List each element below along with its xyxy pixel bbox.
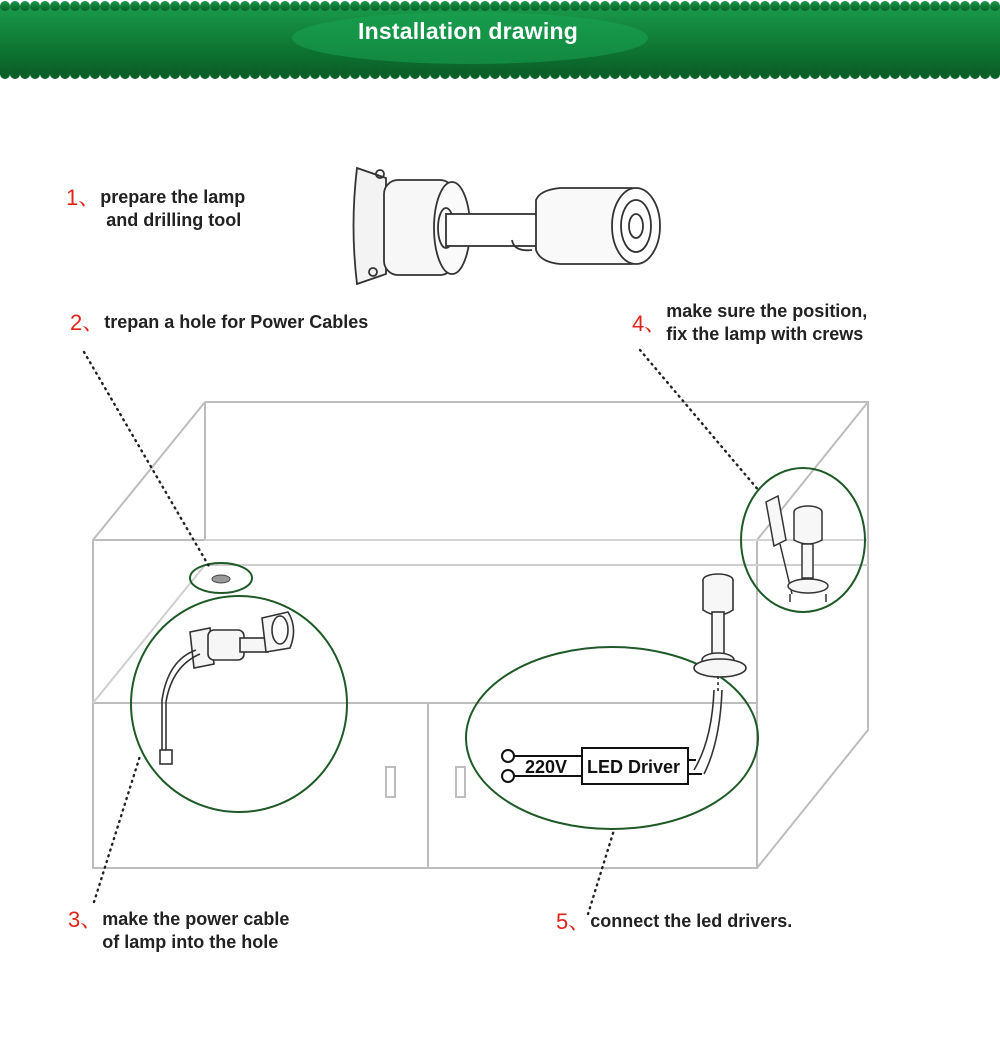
leader-step-5 bbox=[588, 830, 614, 914]
step-1-line1: prepare the lamp bbox=[100, 187, 246, 207]
step-2-line1: trepan a hole for Power Cables bbox=[104, 312, 369, 332]
leader-step-2 bbox=[84, 352, 210, 568]
step-1-line2: and drilling tool bbox=[106, 210, 242, 230]
step-5-number: 5、 bbox=[556, 909, 591, 934]
step-3-line2: of lamp into the hole bbox=[102, 932, 279, 952]
step-4 bbox=[632, 300, 867, 346]
step-1-number: 1、 bbox=[66, 185, 101, 210]
leader-step-4 bbox=[640, 350, 760, 492]
step-5 bbox=[556, 910, 792, 935]
mounted-lamp bbox=[694, 574, 746, 774]
step-3 bbox=[68, 908, 289, 954]
leader-lines bbox=[84, 350, 760, 914]
step-4-line2: fix the lamp with crews bbox=[666, 324, 864, 344]
step-4-line1: make sure the position, bbox=[666, 301, 868, 321]
step-3-line1: make the power cable bbox=[102, 909, 290, 929]
step-1 bbox=[66, 186, 245, 232]
step-3-number: 3、 bbox=[68, 907, 103, 932]
drilled-hole bbox=[212, 575, 230, 583]
step-4-number: 4、 bbox=[632, 311, 667, 336]
lamp-with-cable bbox=[160, 612, 294, 764]
leader-step-3 bbox=[94, 756, 140, 902]
screwdriver-lamp bbox=[766, 496, 828, 602]
voltage-label: 220V bbox=[525, 757, 568, 777]
step-2-number: 2、 bbox=[70, 310, 105, 335]
step-5-line1: connect the led drivers. bbox=[590, 911, 793, 931]
lamp-illustration bbox=[354, 168, 661, 284]
step-2 bbox=[70, 311, 368, 336]
page-title: Installation drawing bbox=[358, 18, 578, 44]
driver-label: LED Driver bbox=[587, 757, 681, 777]
